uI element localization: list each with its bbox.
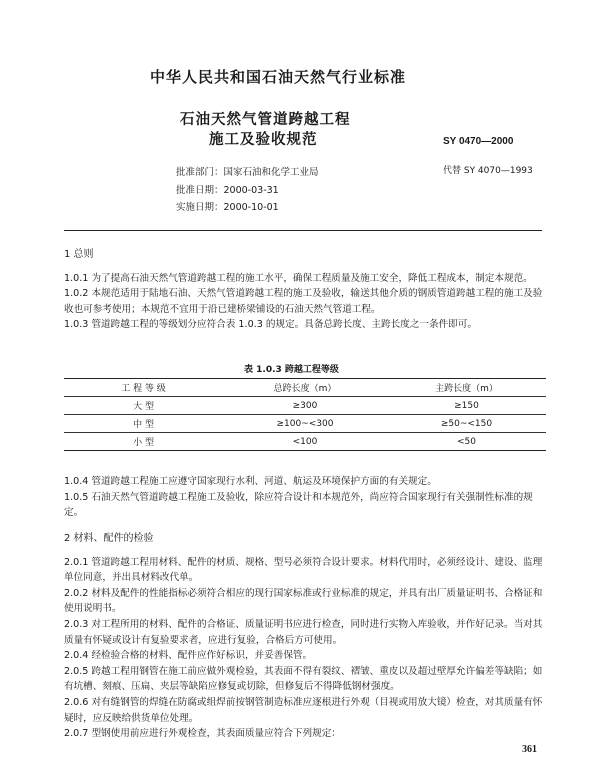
- section-1: [64, 247, 546, 333]
- table-cell: ≥150: [387, 397, 546, 415]
- table-cell: ≥50~<150: [387, 415, 546, 433]
- section-2: [64, 531, 546, 742]
- section-1-continued: [64, 474, 546, 521]
- table-header-row: [64, 379, 546, 397]
- table-row: [64, 397, 546, 415]
- table-cell: <100: [223, 433, 387, 451]
- clause-2-0-1: 2.0.1 管道跨越工程用材料、配件的材质、规格、型号必须符合设计要求。材料代用时，必须经设计、建设、监理单位同意，并出具材料改代单。: [64, 556, 543, 584]
- clause-2-0-7: 2.0.7 型钢使用前应进行外观检查，其表面质量应符合下列规定：: [64, 728, 341, 740]
- table-cell: 中 型: [64, 415, 223, 433]
- clause-2-0-6: 2.0.6 对有缝钢管的焊缝在防腐或组焊前按钢管制造标准应逐根进行外观（目视或用放大镜）检查，对其质量有怀疑时，应反映给供货单位处理。: [64, 696, 543, 724]
- standard-code: SY 0470—2000: [443, 136, 514, 147]
- table-cell: 小 型: [64, 433, 223, 451]
- clause-1-0-3: 1.0.3 管道跨越工程的等级划分应符合表 1.0.3 的规定。具备总跨长度、主跨长度之一条件即可。: [64, 319, 477, 331]
- table-row: [64, 415, 546, 433]
- document-title-line2: 施工及验收规范: [209, 132, 318, 148]
- table-cell: ≥300: [223, 397, 387, 415]
- clause-2-0-2: 2.0.2 材料及配件的性能指标必须符合相应的现行国家标准或行业标准的规定，并具有出厂质量证明书、合格证和使用说明书。: [64, 587, 543, 615]
- table-row: [64, 433, 546, 451]
- effective-date: 实施日期：2000-10-01: [176, 202, 279, 213]
- page-number: 361: [522, 744, 537, 755]
- approver: 批准部门：国家石油和化学工业局: [176, 167, 319, 178]
- clause-1-0-5: 1.0.5 石油天然气管道跨越工程施工及验收，除应符合设计和本规范外，尚应符合国家现行有关强制性标准的规定。: [64, 491, 533, 519]
- clause-2-0-4: 2.0.4 经检验合格的材料、配件应作好标识，并妥善保管。: [64, 650, 313, 662]
- document-title-line1: 石油天然气管道跨越工程: [180, 112, 351, 128]
- approval-date: 批准日期：2000-03-31: [176, 185, 279, 196]
- clause-2-0-5: 2.0.5 跨越工程用钢管在施工前应做外观检验，其表面不得有裂纹、褶皱、重皮以及超过壁厚允许偏差等缺陷；如有坑槽、刻痕、压扁、夹层等缺陷应修复或切除，但修复后不得降低钢材强度。: [64, 665, 543, 693]
- clause-1-0-1: 1.0.1 为了提高石油天然气管道跨越工程的施工水平，确保工程质量及施工安全，降低工程成本，制定本规范。: [64, 272, 533, 284]
- clause-1-0-2: 1.0.2 本规范适用于陆地石油、天然气管道跨越工程的施工及验收，输送其他介质的钢质管道跨越工程的施工及验收也可参考使用；本规范不宜用于沿已建桥梁铺设的石油天然气管道工程。: [64, 288, 543, 315]
- table-header-cell: 工 程 等 级: [64, 379, 223, 397]
- section-1-heading: 1 总则: [64, 249, 94, 260]
- grade-table: [64, 378, 546, 451]
- clause-1-0-4: 1.0.4 管道跨越工程施工应遵守国家现行水利、河道、航运及环境保护方面的有关规定。: [64, 476, 437, 487]
- replaces-standard: 代替 SY 4070—1993: [443, 166, 533, 176]
- section-2-heading: 2 材料、配件的检验: [64, 533, 154, 544]
- header-divider: [64, 230, 542, 231]
- industry-standard-title: 中华人民共和国石油天然气行业标准: [150, 68, 407, 86]
- table-header-cell: 主跨长度（m）: [387, 379, 546, 397]
- table-cell: ≥100~<300: [223, 415, 387, 433]
- table-caption: 表 1.0.3 跨越工程等级: [244, 365, 339, 375]
- clause-2-0-3: 2.0.3 对工程所用的材料、配件的合格证、质量证明书应进行检查，同时进行实物入库验收，并作好记录。当对其质量有怀疑或设计有复验要求者，应进行复验，合格后方可使用。: [64, 618, 543, 646]
- table-cell: <50: [387, 433, 546, 451]
- table-cell: 大 型: [64, 397, 223, 415]
- table-header-cell: 总跨长度（m）: [223, 379, 387, 397]
